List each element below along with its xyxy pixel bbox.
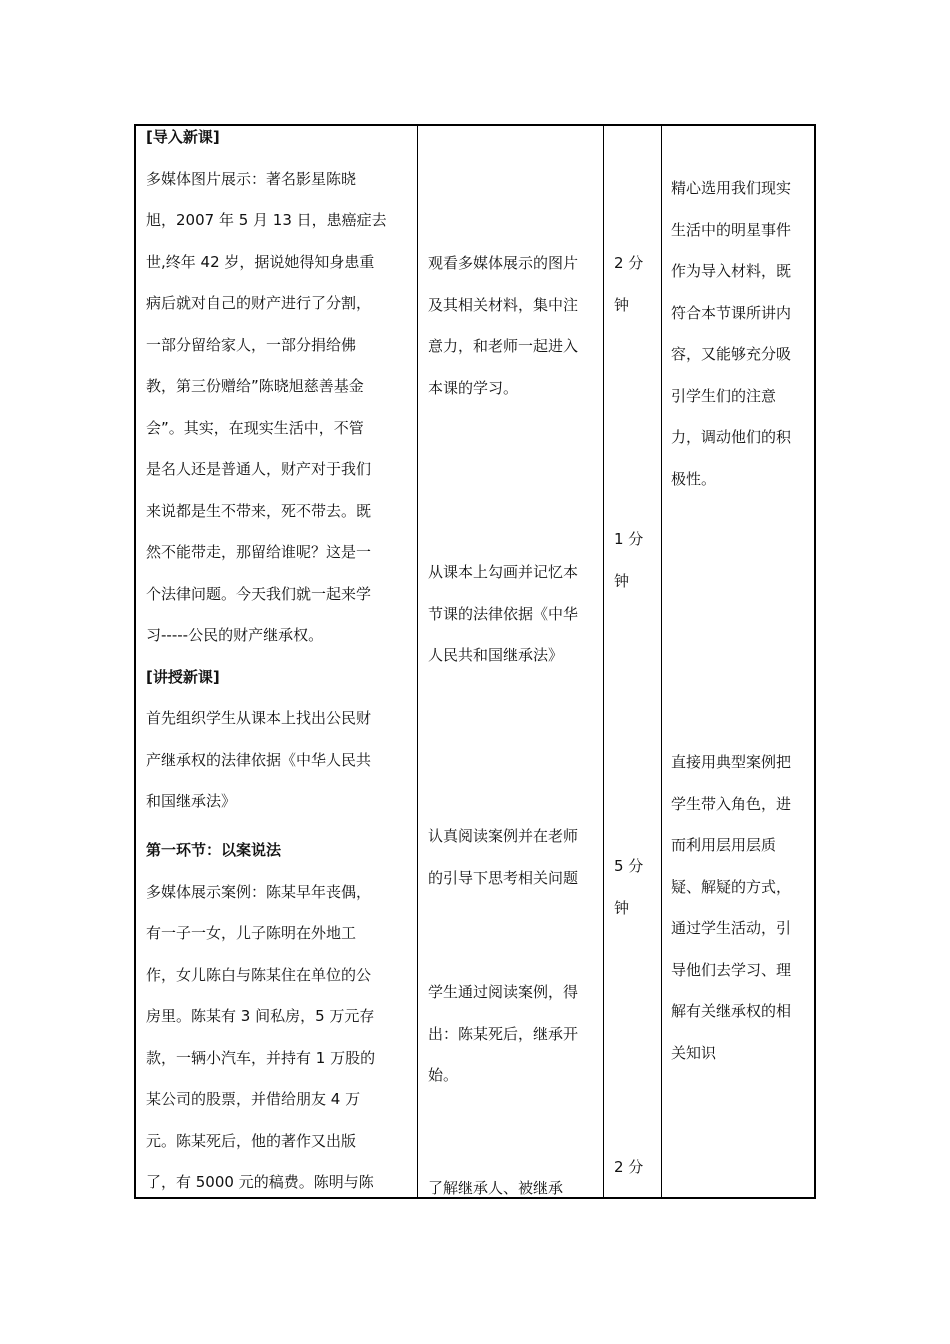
intro-line: 是名人还是普通人，财产对于我们 xyxy=(146,460,372,478)
teach-line: 产继承权的法律依据《中华人民共 xyxy=(146,750,372,769)
time-line: 钟 xyxy=(614,571,630,590)
teach-text xyxy=(146,698,418,823)
intent-line: 极性。 xyxy=(671,469,717,488)
intro-line: 然不能带走，那留给谁呢？这是一 xyxy=(146,543,372,561)
intent-line: 引学生们的注意 xyxy=(671,386,777,405)
student-line: 观看多媒体展示的图片 xyxy=(428,254,579,272)
student-activity-4 xyxy=(428,972,604,1097)
intent-line: 而利用层用层质 xyxy=(671,836,777,854)
intent-line: 作为导入材料，既 xyxy=(671,262,792,280)
case-line: 某公司的股票，并借给朋友 4 万 xyxy=(146,1090,361,1108)
intro-line: 病后就对自己的财产进行了分割， xyxy=(146,294,372,312)
student-line: 认真阅读案例并在老师 xyxy=(428,827,579,845)
case-line: 了，有 5000 元的稿费。陈明与陈 xyxy=(146,1173,374,1191)
student-line: 的引导下思考相关问题 xyxy=(428,868,579,887)
heading-teach: [讲授新课] xyxy=(146,667,220,686)
intent-line: 力，调动他们的积 xyxy=(671,428,792,446)
intent-line: 疑、解疑的方式， xyxy=(671,877,792,896)
time-2 xyxy=(614,519,662,602)
case-line: 房里。陈某有 3 间私房，5 万元存 xyxy=(146,1007,375,1025)
time-line: 2 分 xyxy=(614,1158,644,1176)
time-1 xyxy=(614,243,662,326)
student-line: 及其相关材料，集中注 xyxy=(428,295,579,314)
case-line: 作，女儿陈白与陈某住在单位的公 xyxy=(146,965,372,984)
time-line: 5 分 xyxy=(614,857,644,875)
intro-line: 多媒体图片展示：著名影星陈晓 xyxy=(146,169,357,188)
intro-line: 来说都是生不带来，死不带去。既 xyxy=(146,501,372,520)
intent-line: 生活中的明星事件 xyxy=(671,220,792,239)
time-line: 钟 xyxy=(614,295,630,314)
intent-line: 容，又能够充分吸 xyxy=(671,345,792,363)
teach-line: 首先组织学生从课本上找出公民财 xyxy=(146,709,372,727)
teacher-activity-column xyxy=(146,117,418,823)
heading-intro: [导入新课] xyxy=(146,128,220,146)
intent-line: 精心选用我们现实 xyxy=(671,179,792,197)
intent-line: 符合本节课所讲内 xyxy=(671,303,792,322)
intro-line: 教，第三份赠给”陈晓旭慈善基金 xyxy=(146,377,364,395)
intro-line: 习-----公民的财产继承权。 xyxy=(146,626,324,644)
student-line: 始。 xyxy=(428,1066,459,1084)
teach-line: 和国继承法》 xyxy=(146,792,237,810)
case-line: 元。陈某死后，他的著作又出版 xyxy=(146,1131,357,1150)
student-line: 了解继承人、被继承 xyxy=(428,1179,564,1197)
intro-text xyxy=(146,159,418,657)
intro-line: 世,终年 42 岁，据说她得知身患重 xyxy=(146,252,375,271)
design-intent-1 xyxy=(671,168,811,500)
intent-line: 解有关继承权的相 xyxy=(671,1002,792,1020)
student-line: 学生通过阅读案例，得 xyxy=(428,983,579,1001)
design-intent-2 xyxy=(671,742,811,1074)
student-activity-2 xyxy=(428,552,604,677)
lesson-plan-table xyxy=(134,124,816,1199)
student-line: 节课的法律依据《中华 xyxy=(428,604,579,623)
student-line: 本课的学习。 xyxy=(428,378,519,397)
intent-line: 导他们去学习、理 xyxy=(671,960,792,979)
section1-block xyxy=(146,830,418,1204)
heading-section1: 第一环节：以案说法 xyxy=(146,841,282,859)
student-line: 意力，和老师一起进入 xyxy=(428,337,579,355)
time-line: 2 分 xyxy=(614,254,644,272)
time-3 xyxy=(614,846,662,929)
student-activity-3 xyxy=(428,816,604,899)
time-4 xyxy=(614,1147,662,1189)
intro-line: 个法律问题。今天我们就一起来学 xyxy=(146,584,372,603)
case-text xyxy=(146,872,418,1204)
intro-line: 一部分留给家人，一部分捐给佛 xyxy=(146,335,357,354)
time-line: 1 分 xyxy=(614,530,644,548)
case-line: 多媒体展示案例：陈某早年丧偶， xyxy=(146,882,372,901)
case-line: 款，一辆小汽车，并持有 1 万股的 xyxy=(146,1048,376,1067)
intent-line: 通过学生活动，引 xyxy=(671,919,792,937)
student-line: 人民共和国继承法》 xyxy=(428,646,564,664)
student-activity-1 xyxy=(428,243,604,409)
student-line: 从课本上勾画并记忆本 xyxy=(428,563,579,581)
intro-line: 会”。其实，在现实生活中，不管 xyxy=(146,418,364,437)
intent-line: 学生带入角色，进 xyxy=(671,794,792,813)
intro-line: 旭，2007 年 5 月 13 日，患癌症去 xyxy=(146,211,387,229)
case-line: 有一子一女，儿子陈明在外地工 xyxy=(146,924,357,942)
intent-line: 关知识 xyxy=(671,1043,717,1062)
student-line: 出：陈某死后，继承开 xyxy=(428,1024,579,1043)
intent-line: 直接用典型案例把 xyxy=(671,753,792,771)
time-line: 钟 xyxy=(614,898,630,917)
student-activity-5 xyxy=(428,1168,604,1210)
